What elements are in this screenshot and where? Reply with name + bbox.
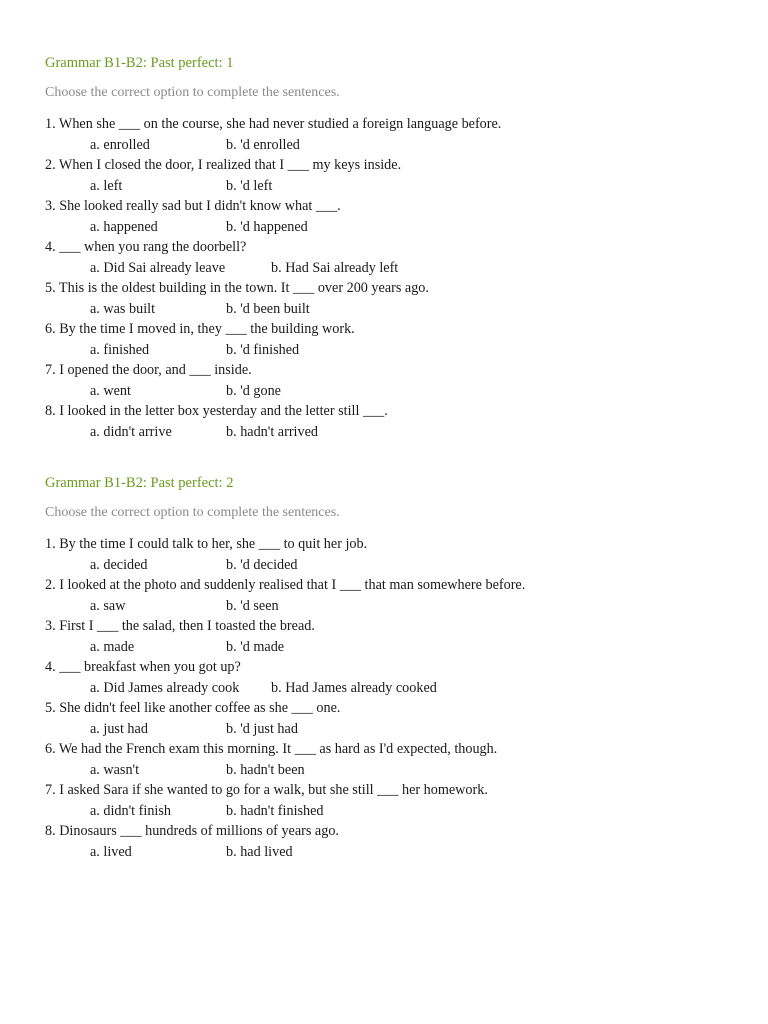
question-item (45, 739, 745, 780)
section-instructions: Choose the correct option to complete the sentences. (45, 505, 340, 520)
answer-options (45, 555, 745, 576)
option-a: a. lived (90, 843, 132, 860)
question-text: 1. When she ___ on the course, she had never studied a foreign language before. (45, 116, 502, 132)
option-b: b. hadn't finished (226, 802, 324, 819)
answer-options (45, 340, 745, 361)
option-b: b. 'd gone (226, 382, 281, 399)
question-item (45, 155, 745, 196)
question-text: 7. I asked Sara if she wanted to go for a walk, but she still ___ her homework. (45, 782, 488, 798)
section-instructions: Choose the correct option to complete the sentences. (45, 85, 340, 100)
option-b: b. 'd been built (226, 300, 310, 317)
question-text: 2. I looked at the photo and suddenly realised that I ___ that man somewhere before. (45, 577, 526, 593)
option-b: b. hadn't been (226, 761, 305, 778)
option-b: b. 'd left (226, 177, 273, 194)
option-a: a. enrolled (90, 136, 150, 153)
answer-options (45, 760, 745, 781)
answer-options (45, 176, 745, 197)
answer-options (45, 258, 745, 279)
option-b: b. 'd made (226, 638, 285, 655)
option-b: b. 'd seen (226, 597, 279, 614)
question-item (45, 616, 745, 657)
option-b: b. 'd just had (226, 720, 298, 737)
section-title: Grammar B1-B2: Past perfect: 2 (45, 475, 234, 491)
question-text: 3. She looked really sad but I didn't know what ___. (45, 198, 341, 214)
option-b: b. hadn't arrived (226, 423, 318, 440)
option-a: a. decided (90, 556, 148, 573)
answer-options (45, 637, 745, 658)
question-item (45, 657, 745, 698)
answer-options (45, 719, 745, 740)
answer-options (45, 596, 745, 617)
question-text: 7. I opened the door, and ___ inside. (45, 362, 252, 378)
question-item (45, 534, 745, 575)
question-text: 6. We had the French exam this morning. It ___ as hard as I'd expected, though. (45, 741, 498, 757)
question-text: 5. She didn't feel like another coffee as she ___ one. (45, 700, 341, 716)
answer-options (45, 801, 745, 822)
option-a: a. Did James already cook (90, 679, 240, 696)
question-item (45, 821, 745, 862)
question-text: 4. ___ breakfast when you got up? (45, 659, 241, 675)
question-item (45, 319, 745, 360)
option-b: b. Had Sai already left (271, 259, 399, 276)
option-a: a. happened (90, 218, 158, 235)
option-a: a. went (90, 382, 131, 399)
answer-options (45, 422, 745, 443)
option-b: b. 'd decided (226, 556, 298, 573)
option-a: a. didn't finish (90, 802, 171, 819)
question-text: 1. By the time I could talk to her, she ___ to quit her job. (45, 536, 368, 552)
option-b: b. had lived (226, 843, 293, 860)
question-item (45, 237, 745, 278)
question-text: 8. Dinosaurs ___ hundreds of millions of years ago. (45, 823, 339, 839)
option-a: a. wasn't (90, 761, 140, 778)
answer-options (45, 842, 745, 863)
question-list (45, 114, 745, 442)
question-item (45, 698, 745, 739)
question-text: 2. When I closed the door, I realized that I ___ my keys inside. (45, 157, 402, 173)
question-item (45, 360, 745, 401)
answer-options (45, 381, 745, 402)
answer-options (45, 678, 745, 699)
section-title: Grammar B1-B2: Past perfect: 1 (45, 55, 234, 71)
exercise-section-1 (45, 54, 745, 442)
option-a: a. was built (90, 300, 156, 317)
question-item (45, 114, 745, 155)
question-text: 3. First I ___ the salad, then I toasted the bread. (45, 618, 315, 634)
question-item (45, 196, 745, 237)
question-text: 8. I looked in the letter box yesterday and the letter still ___. (45, 403, 388, 419)
option-b: b. 'd finished (226, 341, 300, 358)
option-a: a. left (90, 177, 123, 194)
question-text: 4. ___ when you rang the doorbell? (45, 239, 247, 255)
question-item (45, 575, 745, 616)
question-list (45, 534, 745, 862)
option-a: a. just had (90, 720, 148, 737)
option-b: b. 'd happened (226, 218, 308, 235)
answer-options (45, 135, 745, 156)
exercise-section-2 (45, 474, 745, 862)
option-a: a. didn't arrive (90, 423, 172, 440)
option-b: b. 'd enrolled (226, 136, 300, 153)
question-item (45, 780, 745, 821)
option-a: a. made (90, 638, 135, 655)
question-text: 6. By the time I moved in, they ___ the building work. (45, 321, 355, 337)
question-item (45, 401, 745, 442)
option-a: a. finished (90, 341, 150, 358)
option-a: a. Did Sai already leave (90, 259, 226, 276)
question-item (45, 278, 745, 319)
question-text: 5. This is the oldest building in the town. It ___ over 200 years ago. (45, 280, 429, 296)
option-a: a. saw (90, 597, 126, 614)
answer-options (45, 299, 745, 320)
answer-options (45, 217, 745, 238)
option-b: b. Had James already cooked (271, 679, 437, 696)
